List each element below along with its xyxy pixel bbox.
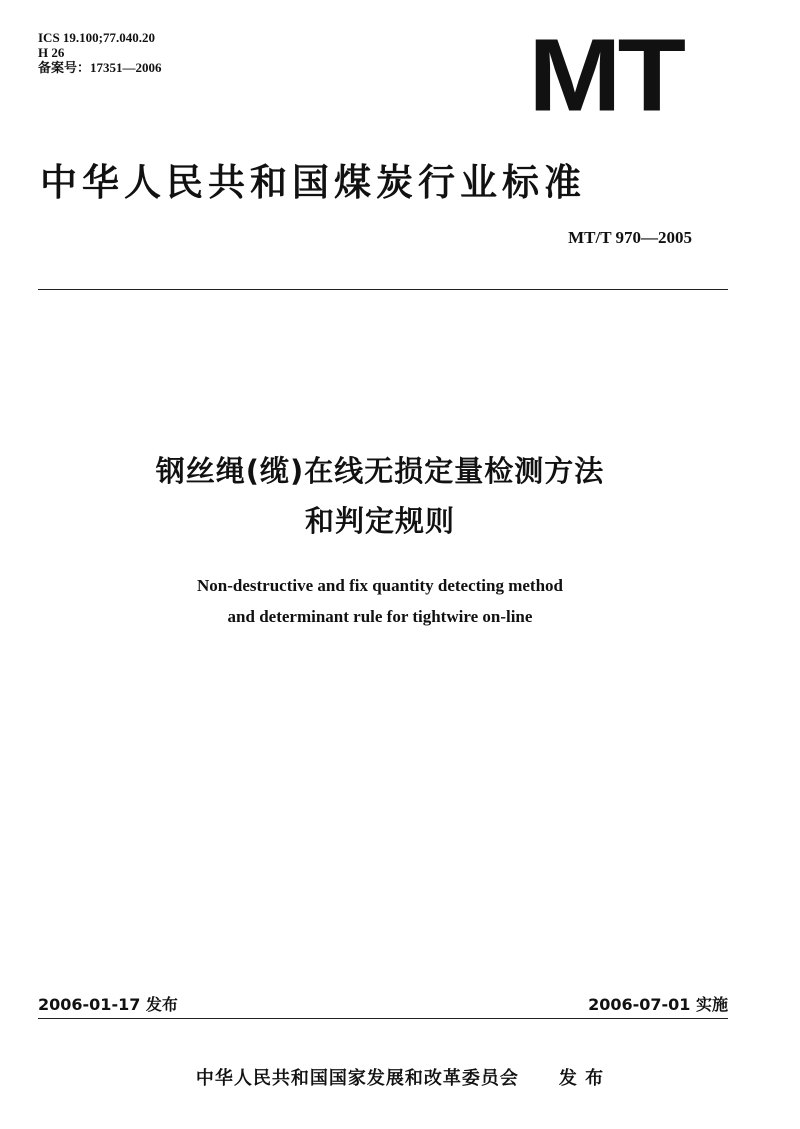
document-title-zh-line2: 和判定规则 xyxy=(304,504,455,538)
issuer-name: 中华人民共和国国家发展和改革委员会 xyxy=(195,1068,519,1089)
ics-code: ICS 19.100;77.040.20 xyxy=(38,30,156,45)
document-title-en-line2: and determinant rule for tightwire on-line xyxy=(227,607,533,626)
class-code: H 26 xyxy=(38,45,65,60)
filing-number: 备案号：17351—2006 xyxy=(38,60,162,75)
document-title-zh-line1: 钢丝绳(缆)在线无损定量检测方法 xyxy=(155,454,605,488)
issuer-line xyxy=(0,1064,800,1090)
footer-divider xyxy=(38,1018,728,1019)
header-divider xyxy=(38,289,728,290)
implementation-date: 2006-07-01 实施 xyxy=(588,995,728,1014)
issuer-action: 发 布 xyxy=(558,1068,605,1089)
mt-logo: MT xyxy=(528,17,682,133)
metadata-block xyxy=(38,30,162,75)
standard-code: MT/T 970—2005 xyxy=(568,228,692,247)
issue-date: 2006-01-17 发布 xyxy=(38,995,178,1014)
standard-title: 中华人民共和国煤炭行业标准 xyxy=(40,161,586,204)
document-title-en-line1: Non-destructive and fix quantity detecting method xyxy=(197,576,563,595)
